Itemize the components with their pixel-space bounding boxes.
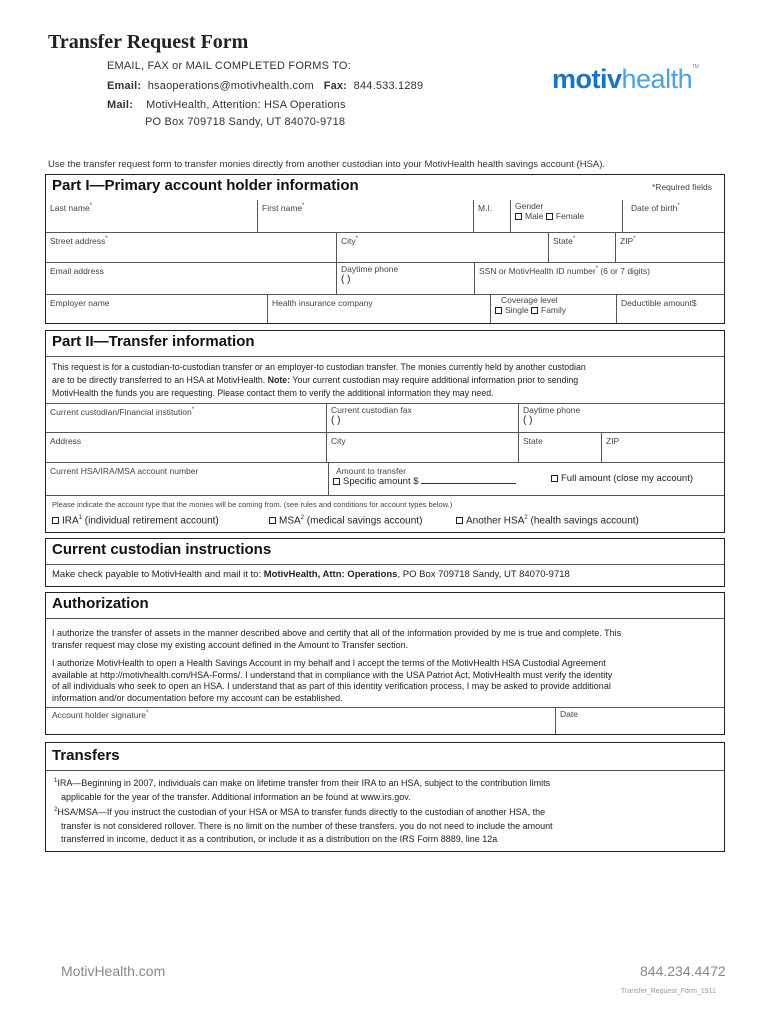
custodian-state-field[interactable]: State xyxy=(519,433,602,463)
insurance-field[interactable]: Health insurance company xyxy=(268,295,491,323)
form-code: Transfer_Request_Form_1911 xyxy=(621,988,716,995)
family-checkbox[interactable] xyxy=(531,307,538,314)
part2-description: This request is for a custodian-to-custodian transfer or an employer-to custodian transfer. The monies currently held by another custodian are to be directly transferred to an HSA at MotivHealth. Note: Your current custodian may require additional information prior to sending MotivHealth the funds you are requesting. Please contact them to verify the additional information they may need. xyxy=(52,362,586,398)
gender-field: Gender Male Female xyxy=(511,200,623,233)
email-label: Email: xyxy=(107,80,142,92)
single-checkbox[interactable] xyxy=(495,307,502,314)
custodian-heading: Current custodian instructions xyxy=(52,541,272,558)
date-field[interactable]: Date xyxy=(560,709,578,719)
custodian-text: Make check payable to MotivHealth and mail it to: MotivHealth, Attn: Operations, PO Box 709718 Sandy, UT 84070-9718 xyxy=(52,569,570,580)
fax-number: 844.533.1289 xyxy=(353,80,424,92)
another-hsa-option[interactable]: Another HSA$^2$ (health savings account) xyxy=(456,515,639,526)
employer-field[interactable]: Employer name xyxy=(46,295,268,323)
last-name-field[interactable]: Last name* xyxy=(46,200,258,233)
mail-address-2: PO Box 709718 Sandy, UT 84070-9718 xyxy=(145,116,346,128)
page-title: Transfer Request Form xyxy=(48,31,249,53)
signature-field[interactable]: Account holder signature* xyxy=(52,710,149,720)
mail-line xyxy=(107,99,346,111)
msa-option[interactable]: MSA$^2$ (medical savings account) xyxy=(269,515,422,526)
middle-initial-field[interactable]: M.I. xyxy=(474,200,511,233)
part1-section xyxy=(45,174,725,324)
account-number-field[interactable]: Current HSA/IRA/MSA account number xyxy=(46,463,329,496)
zip-field[interactable]: ZIP* xyxy=(616,233,724,263)
first-name-field[interactable]: First name* xyxy=(258,200,474,233)
mail-label: Mail: xyxy=(107,99,134,111)
custodian-phone-field[interactable]: Daytime phone ( ) xyxy=(519,403,724,433)
specific-amount-input[interactable] xyxy=(421,483,516,484)
footer-phone: 844.234.4472 xyxy=(640,963,726,979)
dob-field[interactable]: Date of birth* xyxy=(623,200,724,233)
transfers-text: $^1$IRA—Beginning in 2007, individuals can make on lifetime transfer from their IRA to an HSA, subject to the contribution limits applicable for the year of the transfer. Additional information an be found at www.irs.gov. $^2$HSA/MSA—If you instruct the custodian of your HSA or MSA to transfer funds directly to the custodian of another HSA, the transfer is not considered rollover. There is no limit on the number of these transfers. you do not need to include the amount transferred in income, deduct it as a contribution, or include it as a distribution on the IRS Form 8889, line 12a xyxy=(54,778,553,844)
account-type-instruction: Please indicate the account type that the monies will be coming from. (see rules and conditions for account types below.) xyxy=(52,500,453,509)
custodian-address-field[interactable]: Address xyxy=(46,433,327,463)
custodian-field[interactable]: Current custodian/Financial institution* xyxy=(46,403,327,433)
state-field[interactable]: State* xyxy=(549,233,616,263)
specific-amount-checkbox[interactable] xyxy=(333,478,340,485)
city-field[interactable]: City* xyxy=(337,233,549,263)
required-note: *Required fields xyxy=(652,182,713,192)
transfers-section xyxy=(45,742,725,852)
part2-section xyxy=(45,330,725,533)
email-address[interactable]: hsaoperations@motivhealth.com xyxy=(147,80,314,92)
authorization-text: I authorize the transfer of assets in the manner described above and certify that all of the information provided by me is true and complete. This transfer request may close my existing account defined in the Amount to Transfer section. I authorize MotivHealth to open a Health Savings Account in my behalf and I accept the terms of the MotivHealth HSA Custodial Agreement available at http://motivhealth.com/HSA-Forms/. I understand that in compliance with the USA Patriot Act, MotivHealth must verify the identity of all individuals who seek to open an HSA. I understand that as part of this identity verification process, I may be asked to provide additional information and/or documentation before my account can be established. xyxy=(52,628,622,703)
mail-address-1: MotivHealth, Attention: HSA Operations xyxy=(146,99,346,111)
part2-heading: Part II—Transfer information xyxy=(52,333,255,350)
email-field[interactable]: Email address xyxy=(46,263,337,295)
motivhealth-logo: motivhealth™ xyxy=(552,64,699,94)
footer-website[interactable]: MotivHealth.com xyxy=(61,963,166,979)
ssn-field[interactable]: SSN or MotivHealth ID number* (6 or 7 digits) xyxy=(475,263,724,295)
custodian-zip-field[interactable]: ZIP xyxy=(602,433,724,463)
authorization-heading: Authorization xyxy=(52,595,149,612)
transfers-heading: Transfers xyxy=(52,747,120,764)
mail-instructions: EMAIL, FAX or MAIL COMPLETED FORMS TO: xyxy=(107,60,351,72)
custodian-fax-field[interactable]: Current custodian fax ( ) xyxy=(327,403,519,433)
custodian-city-field[interactable]: City xyxy=(327,433,519,463)
contact-line xyxy=(107,80,423,92)
authorization-section xyxy=(45,592,725,735)
intro-text: Use the transfer request form to transfer monies directly from another custodian into your MotivHealth health savings account (HSA). xyxy=(48,159,606,170)
ira-option[interactable]: IRA$^1$ (individual retirement account) xyxy=(52,515,219,526)
amount-field: Amount to transfer Specific amount $ Full amount (close my account) xyxy=(329,463,724,496)
deductible-field[interactable]: Deductible amount$ xyxy=(621,298,697,308)
fax-label: Fax: xyxy=(323,80,348,92)
male-checkbox[interactable] xyxy=(515,213,522,220)
part1-heading: Part I—Primary account holder information xyxy=(52,177,359,194)
daytime-phone-field[interactable]: Daytime phone ( ) xyxy=(337,263,475,295)
coverage-field: Coverage level Single Family xyxy=(491,295,617,323)
full-amount-checkbox[interactable] xyxy=(551,475,558,482)
female-checkbox[interactable] xyxy=(546,213,553,220)
street-field[interactable]: Street address* xyxy=(46,233,337,263)
custodian-instructions-section xyxy=(45,538,725,587)
